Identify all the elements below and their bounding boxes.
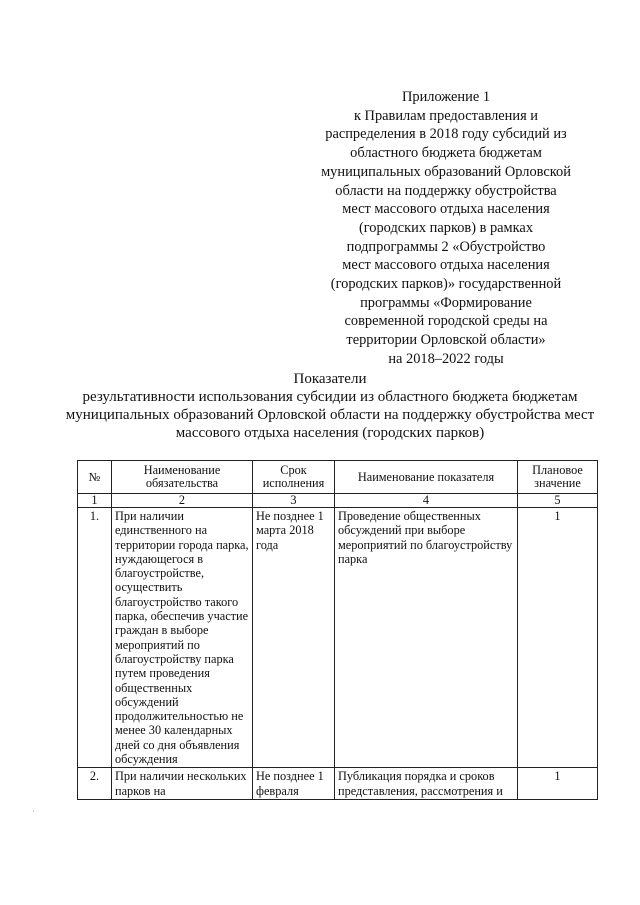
- appendix-line: к Правилам предоставления и: [353, 107, 539, 124]
- table-column-numbers-row: [78, 494, 598, 508]
- row-deadline: Не позднее 1 февраля: [253, 768, 335, 800]
- table-header-row: [78, 461, 598, 494]
- row-number: 1.: [78, 508, 112, 768]
- table-row: [78, 508, 598, 768]
- document-heading: [30, 370, 630, 442]
- appendix-block: [296, 88, 596, 369]
- appendix-line: мест массового отдыха населения: [342, 257, 550, 274]
- heading-line: муниципальных образований Орловской области на поддержку обустройства мест: [65, 407, 595, 423]
- appendix-line: программы «Формирование: [360, 294, 532, 311]
- appendix-line: подпрограммы 2 «Обустройство: [346, 238, 546, 255]
- heading-line: результативности использования субсидии из областного бюджета бюджетам: [82, 389, 578, 405]
- row-number: 2.: [78, 768, 112, 800]
- row-obligation: При наличии нескольких парков на: [112, 768, 253, 800]
- row-deadline: Не позднее 1 марта 2018 года: [253, 508, 335, 768]
- appendix-line: области на поддержку обустройства: [335, 182, 557, 199]
- column-number: 5: [518, 494, 598, 508]
- row-planned-value: 1: [518, 508, 598, 768]
- column-number: 2: [112, 494, 253, 508]
- column-number: 3: [253, 494, 335, 508]
- table-row: [78, 768, 598, 800]
- indicators-table: [77, 460, 598, 800]
- appendix-line: современной городской среды на: [344, 313, 548, 330]
- row-indicator: Проведение общественных обсуждений при выборе мероприятий по благоустройству парка: [335, 508, 518, 768]
- appendix-line: мест массового отдыха населения: [342, 201, 550, 218]
- appendix-line: (городских парков) в рамках: [358, 219, 534, 236]
- row-indicator: Публикация порядка и сроков представления, рассмотрения и: [335, 768, 518, 800]
- appendix-title: Приложение 1: [401, 89, 491, 105]
- heading-line: массового отдыха населения (городских парков): [175, 425, 485, 441]
- appendix-line: муниципальных образований Орловской: [321, 163, 571, 180]
- header-number: №: [78, 461, 112, 494]
- header-obligation: Наименование обязательства: [112, 461, 253, 494]
- scan-speck: ·: [32, 807, 35, 816]
- appendix-line: областного бюджета бюджетам: [350, 145, 542, 162]
- column-number: 1: [78, 494, 112, 508]
- row-planned-value: 1: [518, 768, 598, 800]
- appendix-line: (городских парков)» государственной: [330, 276, 562, 293]
- row-obligation: При наличии единственного на территории города парка, нуждающегося в благоустройстве, осуществить благоустройство такого парка, обеспечив участие граждан в выборе мероприятий по благоустройству парка путем проведения общественных обсуждений продолжительностью не менее 30 календарных дней со дня объявления обсуждения: [112, 508, 253, 768]
- header-deadline: Срок исполнения: [253, 461, 335, 494]
- heading-title: Показатели: [293, 371, 367, 387]
- appendix-line: распределения в 2018 году субсидий из: [325, 126, 567, 143]
- header-planned-value: Плановое значение: [518, 461, 598, 494]
- appendix-line: территории Орловской области»: [346, 332, 546, 349]
- column-number: 4: [335, 494, 518, 508]
- header-indicator: Наименование показателя: [335, 461, 518, 494]
- appendix-line: на 2018–2022 годы: [388, 350, 504, 367]
